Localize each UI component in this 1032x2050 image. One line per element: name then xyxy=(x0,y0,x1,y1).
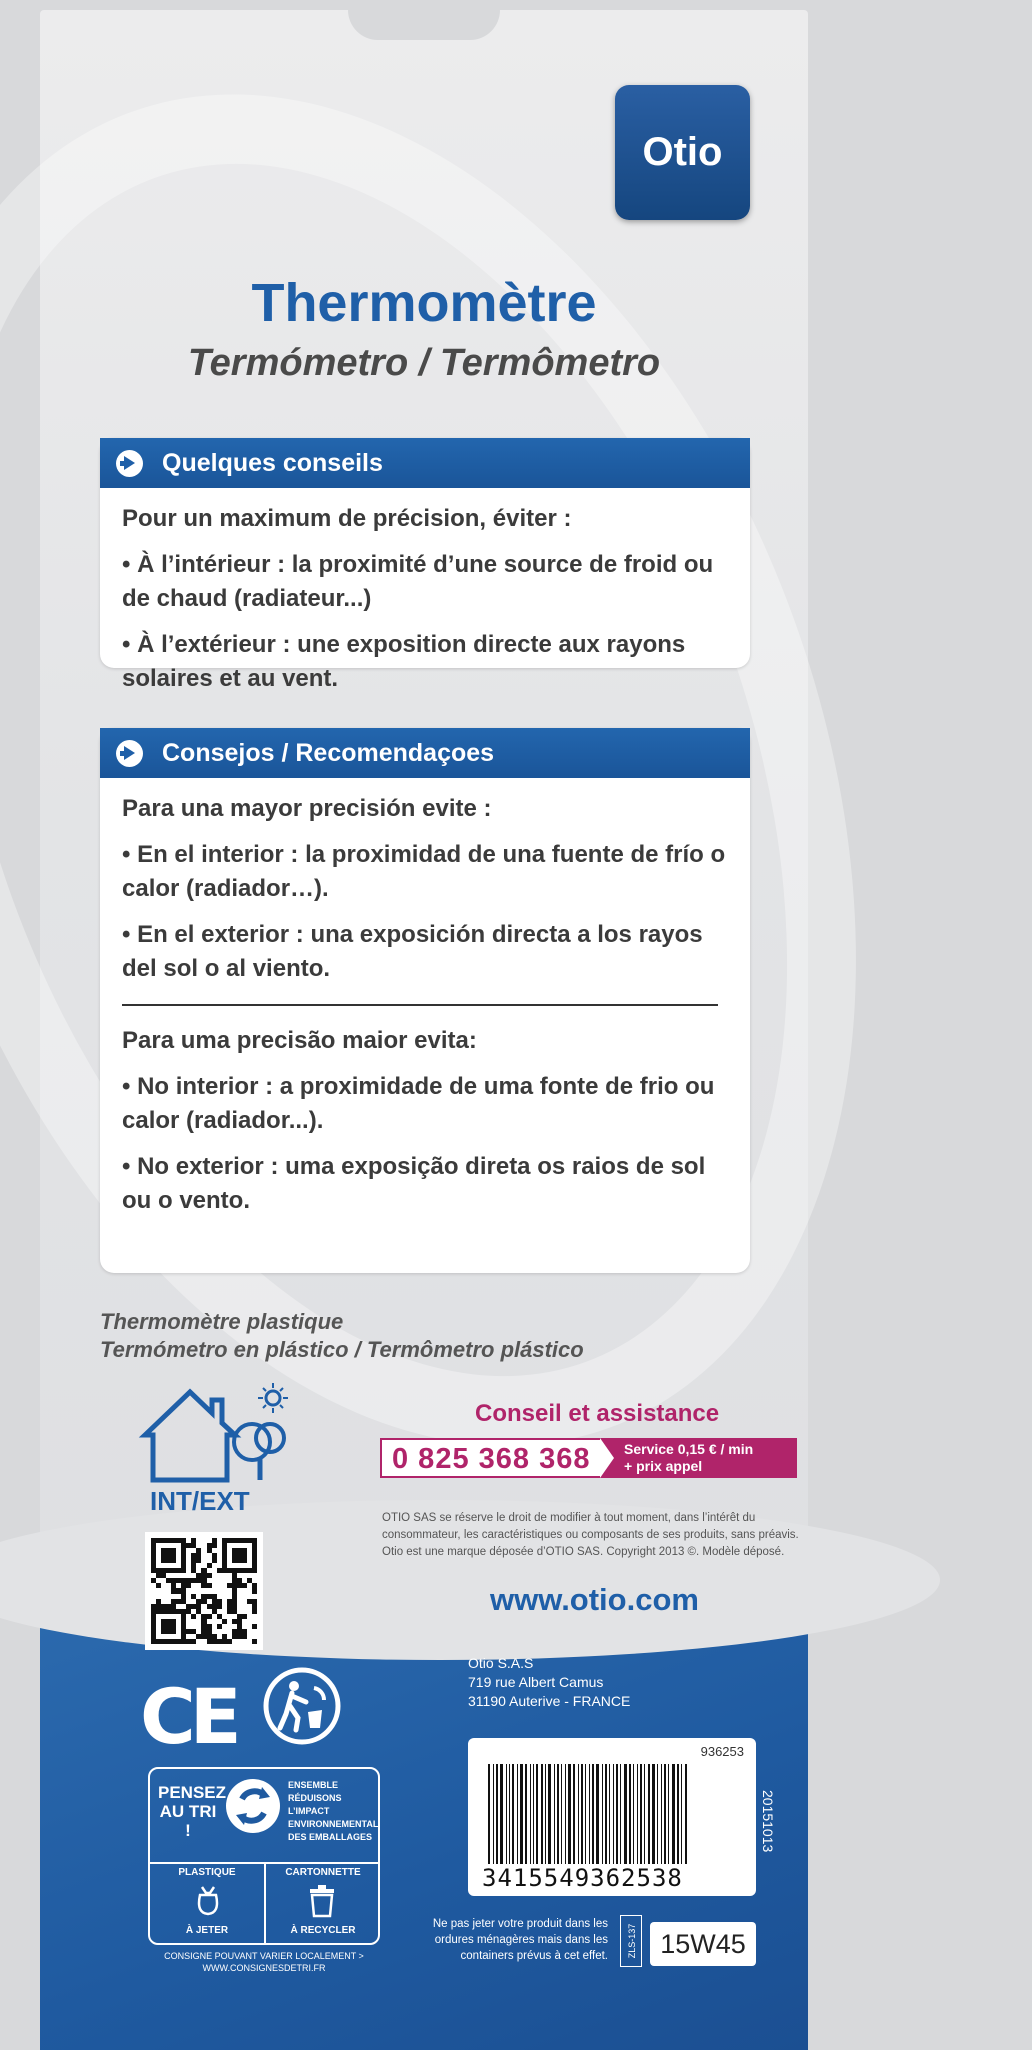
barcode-bar xyxy=(520,1764,523,1864)
packaging-card xyxy=(40,10,808,2040)
assistance-title: Conseil et assistance xyxy=(475,1400,720,1427)
barcode-bar xyxy=(506,1764,507,1864)
barcode-bar xyxy=(517,1764,518,1864)
barcode-bar xyxy=(629,1764,631,1864)
price-line: Service 0,15 € / min xyxy=(624,1441,754,1457)
arrow-right-icon xyxy=(116,450,143,477)
tip-item: • No exterior : uma exposição direta os raios de sol ou o vento. xyxy=(122,1153,706,1214)
address-line: Otio S.A.S xyxy=(468,1655,534,1671)
hang-hole xyxy=(348,10,500,40)
tip-item: • En el exterior : una exposición directa a los rayos del sol o al viento. xyxy=(122,921,703,982)
barcode-bar xyxy=(573,1764,575,1864)
barcode-bar xyxy=(530,1764,531,1864)
barcode-bar xyxy=(668,1764,669,1864)
house-tree-sun-icon xyxy=(140,1380,290,1485)
plastique-label: PLASTIQUE xyxy=(178,1867,236,1878)
barcode-bar xyxy=(664,1764,666,1864)
barcode-bar xyxy=(581,1764,583,1864)
barcode-bar xyxy=(525,1764,527,1864)
barcode-bar xyxy=(685,1764,687,1864)
barcode-bar xyxy=(541,1764,543,1864)
barcode-bar xyxy=(592,1764,594,1864)
tips-lead-pt: Para uma precisão maior evita: xyxy=(122,1027,477,1054)
zls-code: ZLS-137 xyxy=(627,1923,637,1959)
tip-item: • No interior : a proximidade de uma fonte de frio ou calor (radiador...). xyxy=(122,1073,715,1134)
barcode-bar xyxy=(609,1764,610,1864)
recycle-arrows-icon xyxy=(224,1777,282,1835)
company-address xyxy=(468,1654,630,1711)
barcode-bar xyxy=(644,1764,645,1864)
barcode-bar xyxy=(596,1764,599,1864)
tip-item: • À l’intérieur : la proximité d’une source de froid ou de chaud (radiateur...) xyxy=(122,551,714,612)
barcode-bar xyxy=(578,1764,579,1864)
barcode-bar xyxy=(585,1764,586,1864)
tips-box-fr xyxy=(100,438,750,692)
barcode-bar xyxy=(672,1764,675,1864)
barcode-ref: 936253 xyxy=(700,1744,744,1759)
barcode-bar xyxy=(554,1764,555,1864)
legal-notice: OTIO SAS se réserve le droit de modifier à tout moment, dans l’intérêt du consommateur, les caractéristiques ou composants de ses produits, sans préavis. Otio est une marque déposée d’OTIO SAS. Copyright 2013 ©. Modèle déposé. xyxy=(382,1512,799,1558)
tips-header-es-pt xyxy=(100,728,750,778)
phone-box xyxy=(380,1438,795,1478)
otio-logo: Otio xyxy=(615,85,750,220)
barcode-bar xyxy=(565,1764,566,1864)
tips-lead-es: Para una mayor precisión evite : xyxy=(122,795,492,822)
arrow-right-icon xyxy=(116,740,143,767)
barcode-bars xyxy=(488,1764,738,1864)
barcode-bar xyxy=(657,1764,658,1864)
barcode-bar xyxy=(648,1764,650,1864)
int-ext-label: INT/EXT xyxy=(150,1486,250,1516)
barcode-bar xyxy=(677,1764,679,1864)
plastic-bag-icon xyxy=(192,1883,224,1917)
barcode-number: 3415549362538 xyxy=(482,1864,683,1892)
tips-box-es-pt xyxy=(100,728,750,1273)
ensemble-text: ENSEMBLE RÉDUISONS L’IMPACT ENVIRONNEMENTAL DES EMBALLAGES xyxy=(288,1780,379,1842)
divider xyxy=(122,1004,718,1006)
barcode-bar xyxy=(633,1764,634,1864)
triman-panel xyxy=(148,1767,380,1945)
price-line: + prix appel xyxy=(624,1458,703,1474)
barcode-bar xyxy=(561,1764,562,1864)
material-info xyxy=(100,1308,584,1364)
barcode-panel xyxy=(468,1738,756,1896)
ce-mark-icon: CE xyxy=(140,1672,236,1761)
barcode-bar xyxy=(545,1764,546,1864)
tip-item: • En el interior : la proximidad de una fuente de frío o calor (radiador…). xyxy=(122,841,726,902)
pensez-au-tri: PENSEZ AU TRI ! xyxy=(158,1783,227,1840)
barcode-bar xyxy=(640,1764,642,1864)
tips-lead-fr: Pour un maximum de précision, éviter : xyxy=(122,505,572,532)
address-line: 719 rue Albert Camus xyxy=(468,1674,604,1690)
product-subtitle: Termómetro / Termômetro xyxy=(187,342,661,384)
barcode-bar xyxy=(488,1764,490,1864)
barcode-bar xyxy=(624,1764,627,1864)
barcode-bar xyxy=(602,1764,603,1864)
service-price-tag xyxy=(600,1438,797,1478)
barcode-bar xyxy=(500,1764,503,1864)
material-line: Thermomètre plastique xyxy=(100,1309,344,1334)
tips-header-fr xyxy=(100,438,750,488)
website-url: www.otio.com xyxy=(490,1582,699,1617)
cartonnette-label: CARTONNETTE xyxy=(285,1867,361,1878)
tidyman-recycle-icon xyxy=(262,1666,342,1746)
tips-heading-fr: Quelques conseils xyxy=(162,449,383,477)
barcode-bar xyxy=(616,1764,618,1864)
barcode-bar xyxy=(512,1764,514,1864)
a-recycler-label: À RECYCLER xyxy=(290,1925,356,1936)
zls-code-box xyxy=(620,1915,642,1967)
barcode-bar xyxy=(568,1764,571,1864)
barcode-bar xyxy=(637,1764,638,1864)
qr-code-grid xyxy=(151,1538,257,1644)
barcode-bar xyxy=(493,1764,494,1864)
material-line: Termómetro en plástico / Termômetro plástico xyxy=(100,1337,584,1362)
barcode-bar xyxy=(509,1764,510,1864)
tip-item: • À l’extérieur : une exposition directe aux rayons solaires et au vent. xyxy=(122,631,686,692)
address-line: 31190 Auterive - FRANCE xyxy=(468,1693,631,1709)
barcode-bar xyxy=(557,1764,559,1864)
barcode-bar xyxy=(536,1764,538,1864)
barcode-bar xyxy=(681,1764,682,1864)
phone-number: 0 825 368 368 xyxy=(392,1443,591,1475)
barcode-bar xyxy=(620,1764,621,1864)
disposal-notice: Ne pas jeter votre produit dans les ordures ménagères mais dans les containers prévus à cet effet. xyxy=(432,1918,608,1962)
divider xyxy=(264,1862,266,1945)
barcode-bar xyxy=(613,1764,614,1864)
barcode-bar xyxy=(605,1764,607,1864)
product-code: 15W45 xyxy=(650,1922,756,1966)
barcode-bar xyxy=(548,1764,551,1864)
product-title: Thermomètre xyxy=(251,273,597,333)
barcode-bar xyxy=(661,1764,662,1864)
tips-heading-es-pt: Consejos / Recomendaçoes xyxy=(162,739,495,767)
barcode-bar xyxy=(533,1764,534,1864)
qr-code xyxy=(145,1532,263,1650)
recycling-bin-icon xyxy=(306,1883,338,1919)
barcode-bar xyxy=(652,1764,655,1864)
date-code: 20151013 xyxy=(760,1790,776,1853)
consigne-text: CONSIGNE POUVANT VARIER LOCALEMENT > WWW.CONSIGNESDETRI.FR xyxy=(164,1951,364,1973)
a-jeter-label: À JETER xyxy=(185,1925,229,1936)
barcode-bar xyxy=(589,1764,590,1864)
barcode-bar xyxy=(496,1764,498,1864)
